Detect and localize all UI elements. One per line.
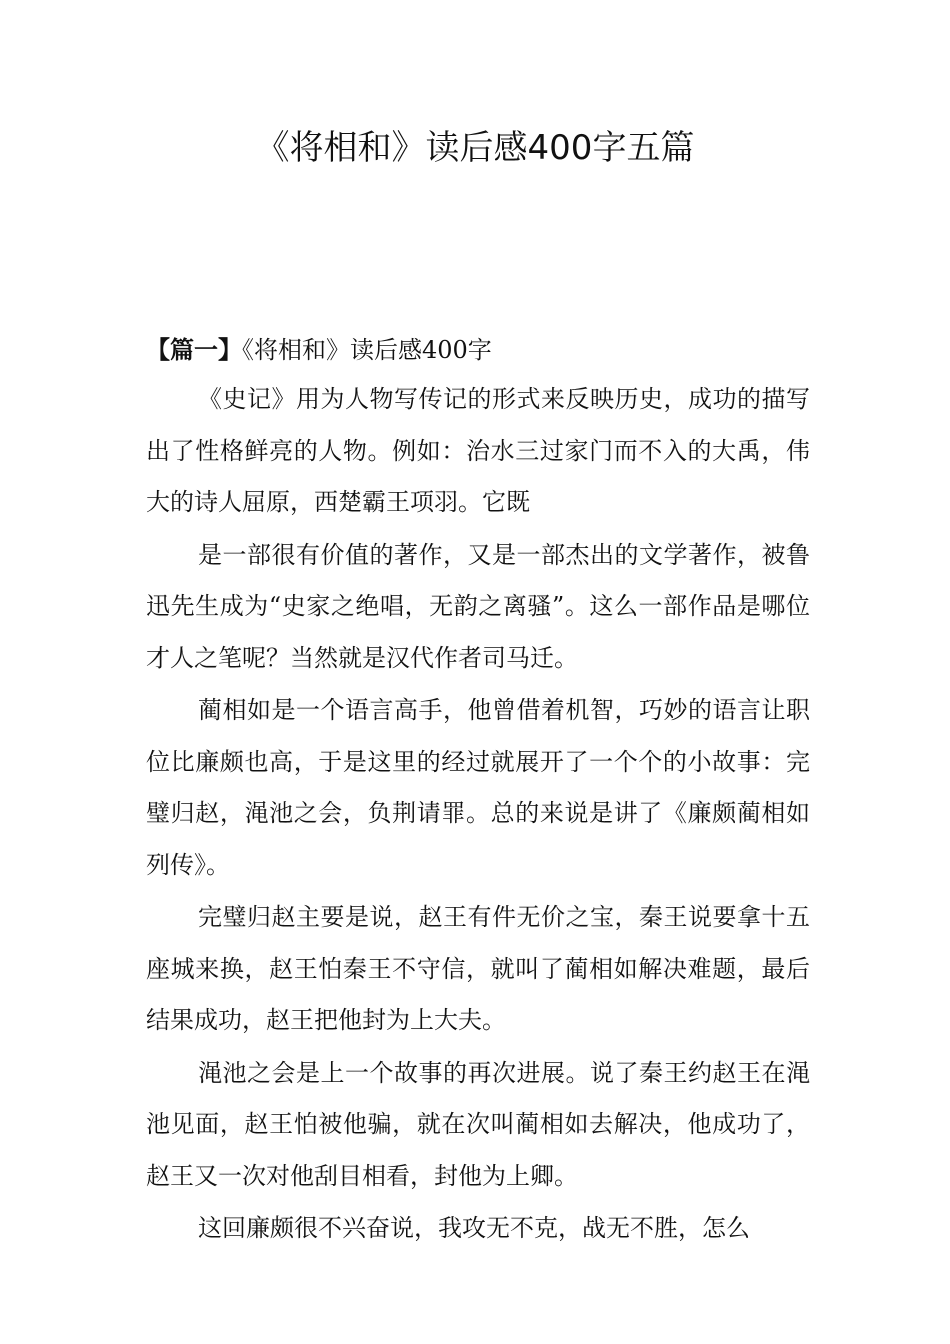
document-body (146, 326, 810, 1256)
paragraph-1: 《史记》用为人物写传记的形式来反映历史，成功的描写出了性格鲜亮的人物。例如：治水三过家门而不入的大禹，伟大的诗人屈原，西楚霸王项羽。它既 (146, 385, 810, 516)
paragraph-4: 完璧归赵主要是说，赵王有件无价之宝，秦王说要拿十五座城来换，赵王怕秦王不守信，就叫了蔺相如解决难题，最后结果成功，赵王把他封为上大夫。 (146, 903, 810, 1034)
paragraph-2: 是一部很有价值的著作，又是一部杰出的文学著作，被鲁迅先生成为“史家之绝唱，无韵之离骚”。这么一部作品是哪位才人之笔呢？当然就是汉代作者司马迁。 (146, 540, 810, 672)
section-heading (146, 326, 810, 374)
paragraph-5: 渑池之会是上一个故事的再次进展。说了秦王约赵王在渑池见面，赵王怕被他骗，就在次叫蔺相如去解决，他成功了，赵王又一次对他刮目相看，封他为上卿。 (146, 1058, 810, 1190)
section-label: 【篇一】 (146, 335, 242, 364)
section-heading-text: 《将相和》读后感400字 (242, 336, 492, 364)
paragraph-3: 蔺相如是一个语言高手，他曾借着机智，巧妙的语言让职位比廉颇也高，于是这里的经过就展开了一个个的小故事：完璧归赵，渑池之会，负荆请罪。总的来说是讲了《廉颇蔺相如列传》。 (146, 696, 810, 879)
document-title: 《将相和》读后感400字五篇 (255, 128, 695, 168)
paragraph-6: 这回廉颇很不兴奋说，我攻无不克，战无不胜，怎么 (198, 1214, 750, 1242)
